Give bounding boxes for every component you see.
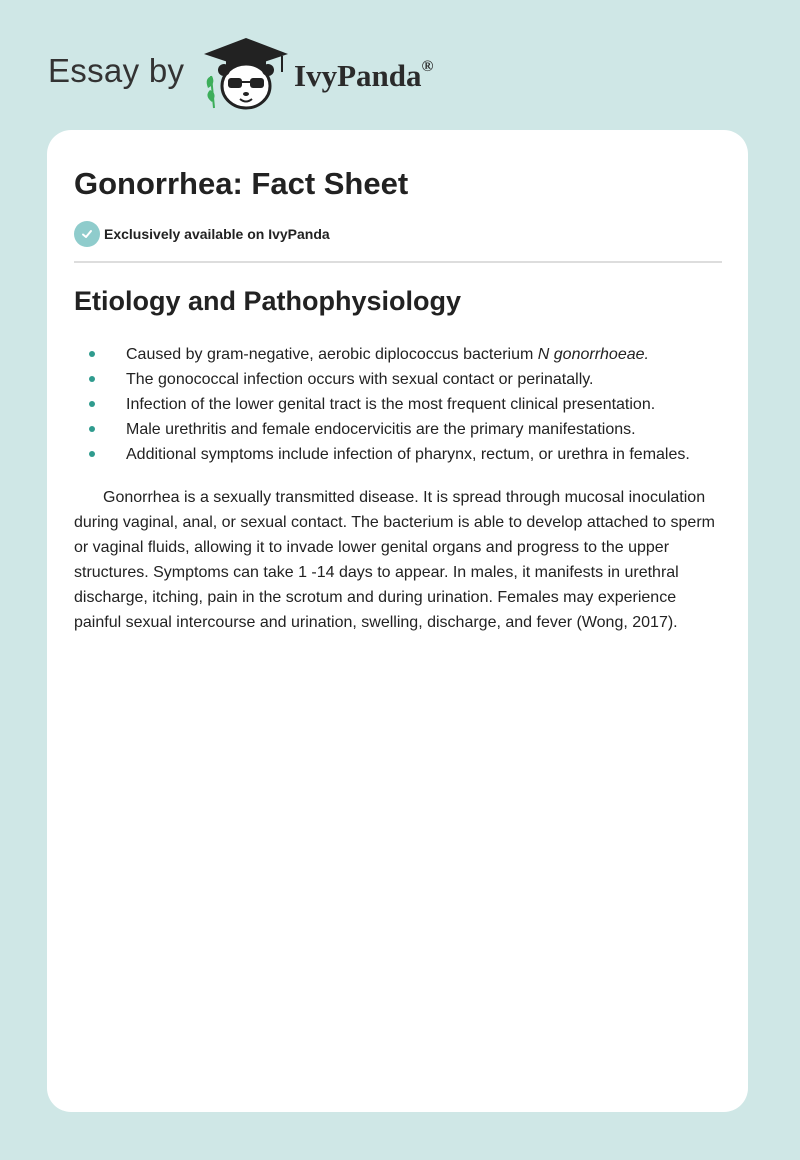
bullet-list	[74, 342, 734, 467]
divider	[74, 261, 722, 263]
brand-name: IvyPanda®	[294, 57, 434, 93]
registered-mark: ®	[421, 57, 434, 75]
list-item: Caused by gram-negative, aerobic diplococcus bacterium N gonorrhoeae.	[74, 342, 734, 367]
body-paragraph: Gonorrhea is a sexually transmitted disease. It is spread through mucosal inoculation during vaginal, anal, or sexual contact. The bacterium is able to develop attached to sperm or vaginal fluids, allowing it to invade lower genital organs and progress to the upper structures. Symptoms can take 1 -14 days to appear. In males, it manifests in urethral discharge, itching, pain in the scrotum and during urination. Females may experience painful sexual intercourse and urination, swelling, discharge, and fever (Wong, 2017).	[74, 489, 715, 631]
essay-by-label: Essay by	[48, 52, 185, 89]
bullet-dot-icon	[89, 401, 95, 407]
badge-label: Exclusively available on IvyPanda	[104, 226, 330, 242]
document-card	[47, 130, 748, 1112]
list-item: Infection of the lower genital tract is the most frequent clinical presentation.	[74, 392, 734, 417]
bullet-dot-icon	[89, 376, 95, 382]
exclusive-badge	[74, 221, 330, 247]
bullet-dot-icon	[89, 426, 95, 432]
list-item: The gonococcal infection occurs with sexual contact or perinatally.	[74, 367, 734, 392]
list-item: Male urethritis and female endocervicitis are the primary manifestations.	[74, 417, 734, 442]
panda-graduate-icon	[202, 36, 290, 112]
checkmark-icon	[74, 221, 100, 247]
document-title: Gonorrhea: Fact Sheet	[74, 166, 409, 201]
bullet-dot-icon	[89, 351, 95, 357]
list-item: Additional symptoms include infection of pharynx, rectum, or urethra in females.	[74, 442, 734, 467]
bullet-dot-icon	[89, 451, 95, 457]
site-header	[48, 36, 508, 112]
section-title: Etiology and Pathophysiology	[74, 286, 462, 316]
